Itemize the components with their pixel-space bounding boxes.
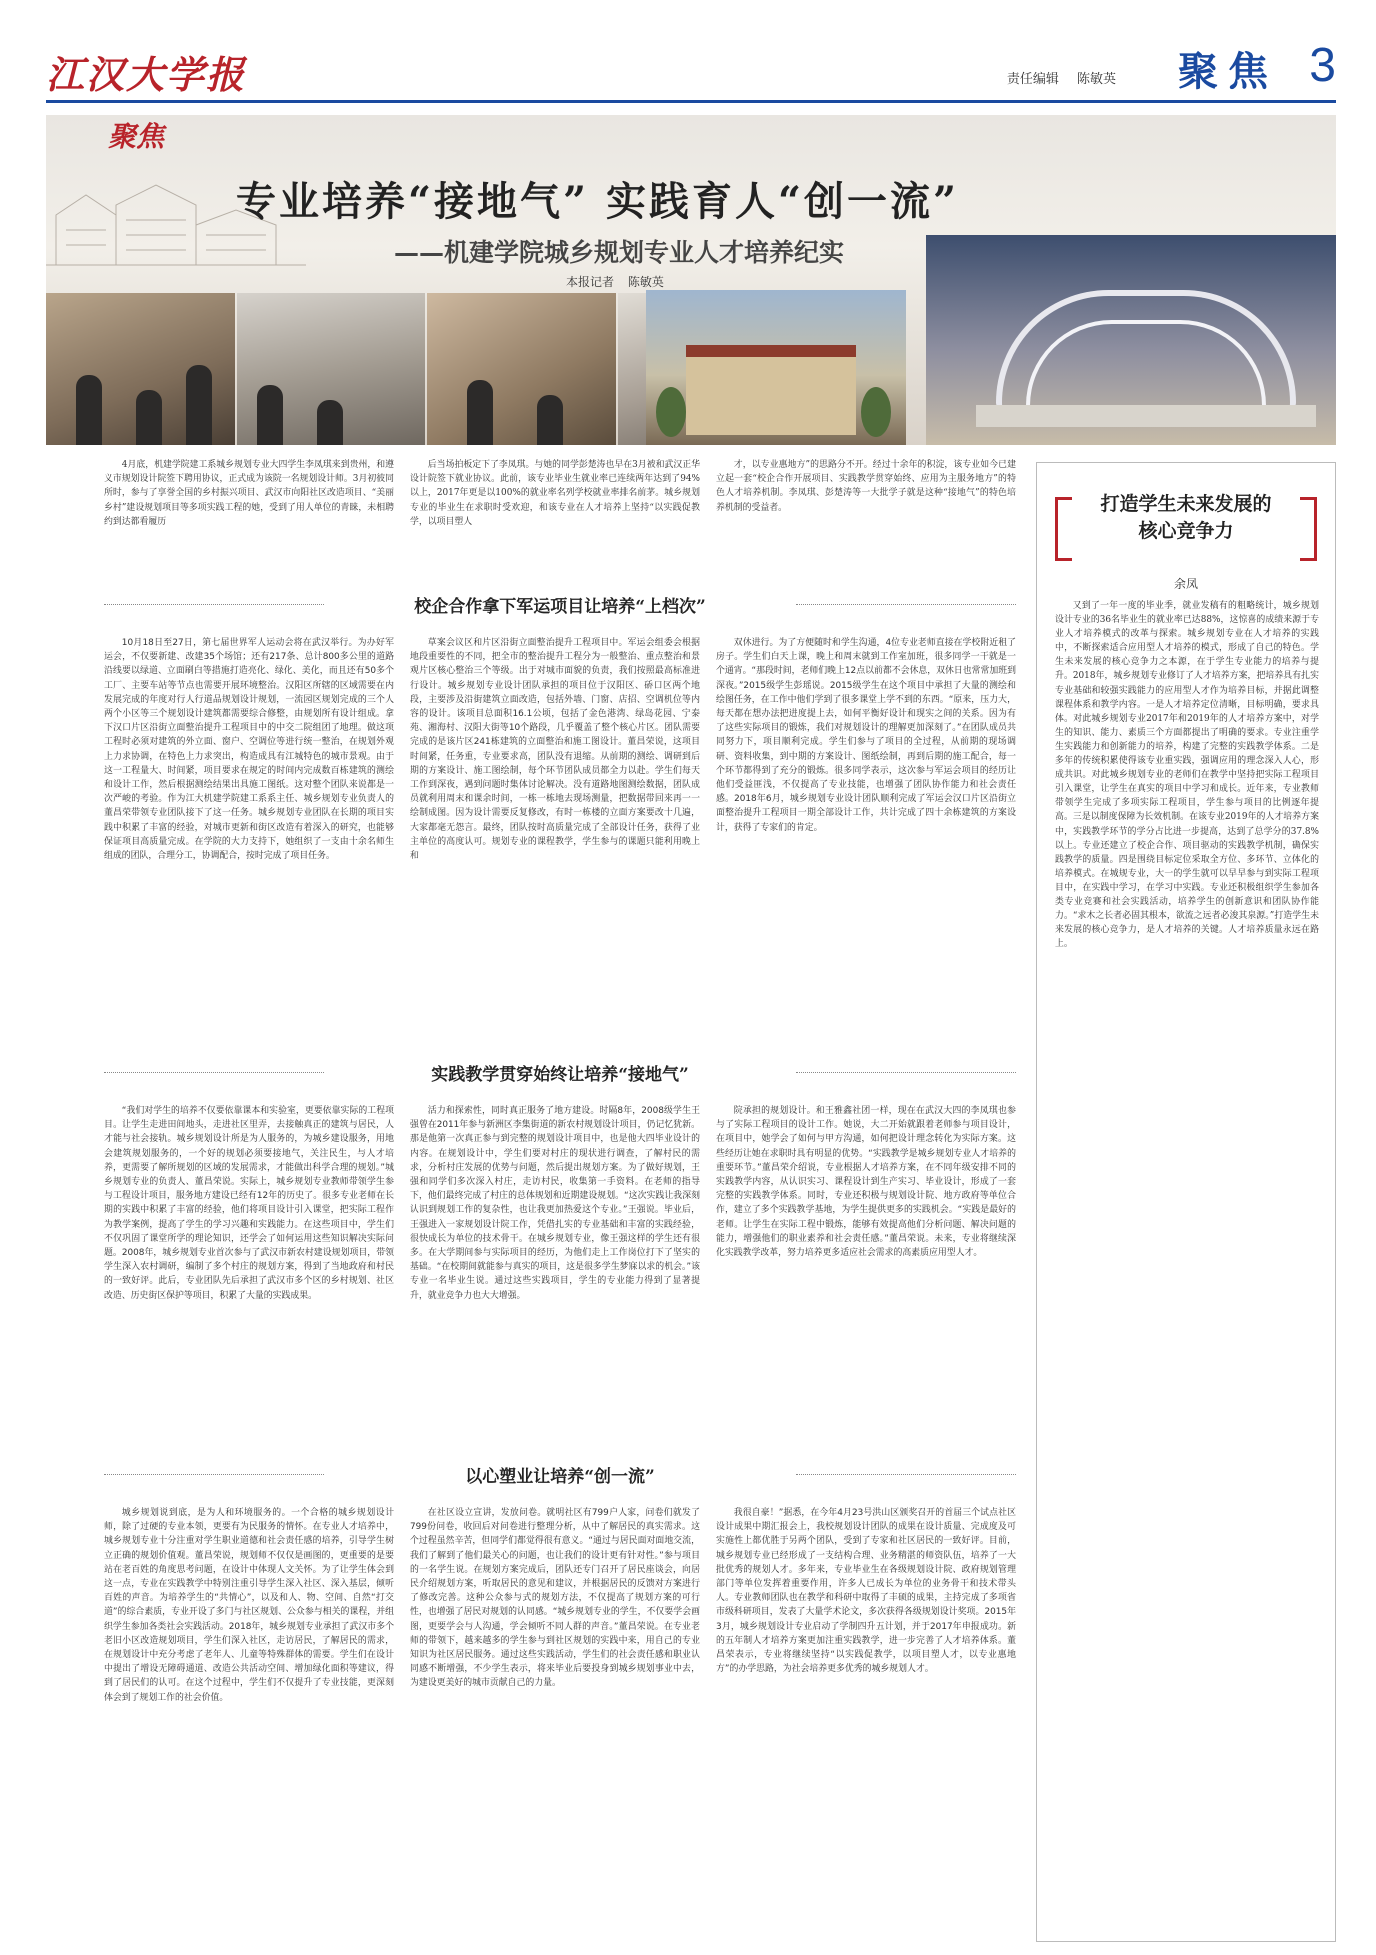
section3-col-2: 在社区设立宣讲，发放问卷。就明社区有799户人家，问卷们就发了799份问卷，收回后对问卷进行整理分析，从中了解居民的真实需求。这个过程虽然辛苦，但同学们都觉得很有意义。“通过与居民面对面地交流，我们了解到了他们最关心的问题，也让我们的设计更有针对性。”参与项目的一名学生说。在规划方案完成后，团队还专门召开了居民座谈会，向居民介绍规划方案，听取居民的意见和建议，并根据居民的反馈对方案进行了修改完善。这种公众参与式的规划方法，不仅提高了规划方案的可行性，也增强了居民对规划的认同感。“城乡规划专业的学生，不仅要学会画图，更要学会与人沟通，学会倾听不同人群的声音。”董昌荣说。在专业老师的带领下，越来越多的学生参与到社区规划的实践中来，用自己的专业知识为社区居民服务。通过这些实践活动，学生们的社会责任感和职业认同感不断增强，不少学生表示，将来毕业后要投身到城乡规划事业中去，为建设更美好的城市贡献自己的力量。 — [410, 1508, 700, 1689]
workshop-photo — [237, 293, 426, 445]
stadium-rendering-image — [926, 235, 1336, 445]
section-title-1: 校企合作拿下军运项目让培养“上档次” — [104, 592, 1016, 618]
editor-name: 陈敏英 — [1076, 72, 1116, 87]
section-title-3: 以心塑业让培养“创一流” — [104, 1462, 1016, 1488]
byline — [556, 273, 664, 290]
section-name: 聚焦 — [1178, 48, 1278, 95]
sidebar-author: 余凤 — [1173, 577, 1198, 591]
newspaper-name: 江汉大学报 — [46, 52, 247, 97]
section2-col-1: “我们对学生的培养不仅要依靠课本和实验室，更要依靠实际的工程项目。让学生走进田间地头，走进社区里弄，去接触真正的建筑与居民，人才能与社会接轨。城乡规划设计所是为人服务的，为城乡建设服务，用地会建筑规划服务的，一个好的规划必须要接地气，关注民生，与人才培养，更需要了解所规划的区域的发展需求，才能做出科学合理的规划。”城乡规划专业的负责人、董昌荣说。实际上，城乡规划专业教师带领学生参与工程设计项目，服务地方建设已经有12年的历史了。很多专业老师在长期的实践中积累了丰富的经验，他们将项目设计引入课堂，把实际工程作为教学案例，提高了学生的学习兴趣和实践能力。在这些项目中，学生们不仅巩固了课堂所学的理论知识，还学会了如何运用这些知识解决实际问题。2008年，城乡规划专业首次参与了武汉市新农村建设规划项目，带领学生深入农村调研，编制了多个村庄的规划方案，得到了当地政府和村民的一致好评。此后，专业团队先后承担了武汉市多个区的乡村规划、社区改造、历史街区保护等项目，积累了大量的实践成果。 — [104, 1106, 394, 1301]
masthead-rule — [46, 100, 1336, 103]
lead-col-2: 后当场拍板定下了李凤琪。与她的同学彭楚涛也早在3月被和武汉正华设计院签下就业协议。此前，该专业毕业生就业率已连续两年达到了94%以上，2017年更是以100%的就业率名列学校就业率排名前茅。城乡规划专业的毕业生在求职时受欢迎，和该专业在人才培养上坚持“以实践促教学，以项目塑人 — [410, 460, 700, 527]
section-title-2: 实践教学贯穿始终让培养“接地气” — [104, 1060, 1016, 1086]
sidebar-title — [1055, 491, 1317, 561]
sidebar-body: 又到了一年一度的毕业季，就业发稿有的粗略统计，城乡规划设计专业的36名毕业生的就业率已达88%，这惊喜的成绩来源于专业人才培养模式的改革与探索。城乡规划专业在人才培养的实践中，不断探索适合应用型人才培养的模式，形成了自己的特色。学生未来发展的核心竞争力之本源，在于学生专业能力的培养与提升。2018年，城乡规划专业修订了人才培养方案，把培养具有扎实专业基础和较强实践能力的应用型人才作为培养目标，并据此调整课程体系和教学内容。一是人才培养定位清晰，目标明确，要求具体。对此城乡规划专业2017年和2019年的人才培养方案中，对学生的知识、能力、素质三个方面都提出了明确的要求。专业注重学生实践能力和创新能力的培养，构建了完整的实践教学体系。二是多年的传统积累使得该专业重实践，强调应用的理念深入人心，形成共识。对此城乡规划专业的老师们在教学中坚持把实际工程项目引入课堂，让学生在真实的项目中学习和成长。近年来，专业教师带领学生完成了多项实际工程项目，学生参与项目的比例逐年提高。三是以制度保障为长效机制。在该专业2019年的人才培养方案中，实践教学环节的学分占比进一步提高，达到了总学分的37.8%以上。专业还建立了校企合作、项目驱动的实践教学机制，确保实践教学的质量。四是围绕目标定位采取全方位、多环节、立体化的培养模式。在城规专业，大一的学生就可以早早参与到实际工程项目中，在实践中学习，在学习中实践。专业还积极组织学生参加各类专业竞赛和社会实践活动，培养学生的创新意识和团队协作能力。“求木之长者必固其根本，欲流之远者必浚其泉源。”打造学生未来发展的核心竞争力，是人才培养的关键。人才培养质量永远在路上。 — [1055, 601, 1319, 950]
section1-col-1: 10月18日至27日，第七届世界军人运动会将在武汉举行。为办好军运会，不仅要新建、改建35个场馆；还有217条、总计800多公里的道路沿线要以绿道、立面刷白等措施打造亮化、绿化、美化，而且还有50多个工厂、主要车站等节点也需要开展环境整治。汉阳区所辖的区域需要在内发展完成的年度对行人行道品规划设计规划，一流园区规划完成的三个人两个小区等三个规划设计建筑都需要综合修整，由规划所有设计组成。拿下汉口片区沿街立面整治提升工程项目中的中交二院组团了地理。做这项工程时必须对建筑的外立面、窗户、空调位等进行统一整治，在规划外观上力求协调，在特色上力求突出，构造成具有江城特色的城市景观。由于这一工程量大、时间紧，项目要求在规定的时间内完成数百栋建筑的测绘和设计工作，然后根据测绘结果出具施工图纸。这对整个团队来说都是一次严峻的考验。作为江大机建学院建工系系主任、城乡规划专业负责人的董昌荣带领专业团队接下了这一任务。城乡规划专业团队在长期的项目实践中积累了丰富的经验，对城市更新和街区改造有着深入的研究，也能够保证项目高质量完成。在学院的大力支持下，她组织了一支由十余名师生组成的团队，合理分工，协调配合，按时完成了项目任务。 — [104, 638, 394, 862]
article-headline: 专业培养“接地气” 实践育人“创一流” — [236, 178, 959, 225]
sidebar-title-line-2: 核心竞争力 — [1138, 520, 1234, 542]
reporter-label: 本报记者 — [566, 275, 615, 289]
sidebar-title-line-1: 打造学生未来发展的 — [1100, 493, 1272, 515]
section2-col-3: 院承担的规划设计。和王雅鑫社团一样，现在在武汉大四的李凤琪也参与了实际工程项目的设计工作。她说，大二开始就跟着老师参与项目设计，在项目中，她学会了如何与甲方沟通，如何把设计理念转化为实际方案。这些经历让她在求职时具有明显的优势。“实践教学是城乡规划专业人才培养的重要环节。”董昌荣介绍说，专业根据人才培养方案，在不同年级安排不同的实践教学内容，从认识实习、课程设计到生产实习、毕业设计，形成了一套完整的实践教学体系。同时，专业还积极与规划设计院、地方政府等单位合作，建立了多个实践教学基地，为学生提供更多的实践机会。“实践是最好的老师。让学生在实际工程中锻炼，能够有效提高他们分析问题、解决问题的能力，增强他们的职业素养和社会责任感。”董昌荣说。未来，专业将继续深化实践教学改革，努力培养更多适应社会需求的高素质应用型人才。 — [716, 1106, 1016, 1259]
classroom-photo — [427, 293, 616, 445]
section3-col-1: 城乡规划说到底，是为人和环境服务的。一个合格的城乡规划设计师，除了过硬的专业本领，更要有为民服务的情怀。在专业人才培养中，城乡规划专业十分注重对学生职业道德和社会责任感的培养，引导学生树立正确的规划价值观。董昌荣说，规划师不仅仅是画图的，更重要的是要站在老百姓的角度思考问题，在设计中体现人文关怀。为了让学生体会到这一点，专业在实践教学中特别注重引导学生深入社区、深入基层，倾听百姓的声音。为培养学生的“共情心”，以及和人、物、空间、自然“打交道”的综合素质，专业开设了多门与社区规划、公众参与相关的课程，并组织学生参加各类社会实践活动。2018年，城乡规划专业承担了武汉市多个老旧小区改造规划项目，学生们深入社区，走访居民，了解居民的需求，在规划设计中充分考虑了老年人、儿童等特殊群体的需要。学生们在设计中提出了增设无障碍通道、改造公共活动空间、增加绿化面积等建议，得到了居民们的认可。在这个过程中，学生们不仅提升了专业技能，更深刻体会到了规划工作的社会价值。 — [104, 1508, 394, 1703]
lead-col-1: 4月底，机建学院建工系城乡规划专业大四学生李凤琪来到贵州，和遵义市规划设计院签下聘用协议，正式成为该院一名规划设计师。3月初彼同所时，参与了享誉全国的乡村振兴项目、武汉市向阳社区改造项目、“美丽乡村”建设规划项目等多项实践工程的她，受到了用人单位的青睐，未相聘约到达都看履历 — [104, 460, 394, 527]
building-rendering-image — [646, 290, 906, 445]
commentary-sidebar — [1036, 462, 1336, 1942]
page-number: 3 — [1309, 39, 1336, 92]
editor-credit — [993, 68, 1116, 87]
students-photo — [46, 293, 235, 445]
reporter-name: 陈敏英 — [627, 275, 664, 289]
focus-tag: 聚焦 — [108, 120, 165, 153]
section1-col-2: 草案会议区和片区沿街立面整治提升工程项目中。军运会组委会根据地段重要性的不同，把全市的整治提升工程分为一般整治、重点整治和景观片区核心整治三个等级。出于对城市面貌的负责，我们按照最高标准进行设计。城乡规划专业设计团队承担的项目位于汉阳区、硚口区两个地段，主要涉及沿街建筑立面改造，包括外墙、门窗、店招、空调机位等内容的设计。该项目总面积16.1公顷，包括了金色港湾、绿岛花园、宁泰苑、湘海村、汉阳大街等10个路段，几乎覆盖了整个核心片区。团队需要完成的是该片区241栋建筑的立面整治和施工图设计。董昌荣说，这项目时间紧，任务重，专业要求高，团队没有退缩。从前期的测绘、调研到后期的方案设计、施工图绘制，每个环节团队成员都全力以赴。学生们每天工作到深夜，遇到问题时集体讨论解决。没有道路地图测绘数据，团队成员就利用周末和课余时间，一栋一栋地去现场测量，把数据带回来再一一绘制成图。因为设计需要反复修改，有时一栋楼的立面方案要改十几遍，大家都毫无怨言。最终，团队按时高质量完成了全部设计任务，获得了业主单位的高度认可。规划专业的课程教学，学生参与的课题只能利用晚上和 — [410, 638, 700, 862]
masthead — [46, 40, 1336, 98]
lead-col-3: 才，以专业惠地方”的思路分不开。经过十余年的积淀，该专业如今已建立起一套“校企合作开展项目、实践教学贯穿始终、应用为主服务地方”的特色人才培养机制。李凤琪、彭楚涛等一大批学子就是这种“接地气”的特色培养机制的受益者。 — [716, 460, 1016, 513]
feature-banner — [46, 115, 1336, 445]
editor-label: 责任编辑 — [1006, 72, 1059, 87]
section3-col-3: 我很自豪！”据悉，在今年4月23号洪山区颁奖召开的首届三个试点社区设计成果中期汇报会上，我校规划设计团队的成果在设计质量、完成度及可实施性上都优胜于另两个团队，受到了专家和社区居民的一致好评。目前，城乡规划专业已经形成了一支结构合理、业务精湛的师资队伍，培养了一大批优秀的规划人才。多年来，专业毕业生在各级规划设计院、政府规划管理部门等单位发挥着重要作用，许多人已成长为单位的业务骨干和技术带头人。专业教师团队也在教学和科研中取得了丰硕的成果，主持完成了多项省市级科研项目，发表了大量学术论文，多次获得各级规划设计奖项。2015年3月，城乡规划设计专业启动了学制四升五计划，并于2017年申报成功。新的五年制人才培养方案更加注重实践教学，进一步完善了人才培养体系。董昌荣表示，专业将继续坚持“以实践促教学，以项目塑人才，以专业惠地方”的办学思路，为社会培养更多优秀的城乡规划人才。 — [716, 1508, 1016, 1675]
section2-col-2: 活力和探索性，同时真正服务了地方建设。时隔8年，2008级学生王强曾在2011年参与新洲区李集街道的新农村规划设计项目，仍记忆犹新。那是他第一次真正参与到完整的规划设计项目中，也是他大四毕业设计的内容。在规划设计中，学生们要对村庄的现状进行调查，了解村民的需求，分析村庄发展的优势与问题，然后提出规划方案。为了做好规划，王强和同学们多次深入村庄，走访村民，收集第一手资料。在老师的指导下，他们最终完成了村庄的总体规划和近期建设规划。“这次实践让我深刻认识到规划工作的复杂性，也让我更加热爱这个专业。”王强说。毕业后，王强进入一家规划设计院工作，凭借扎实的专业基础和丰富的实践经验，很快成长为单位的技术骨干。在城乡规划专业，像王强这样的学生还有很多。在大学期间参与实际项目的经历，为他们走上工作岗位打下了坚实的基础。“在校期间就能参与真实的项目，这是很多学生梦寐以求的机会。”该专业一名毕业生说。通过这些实践项目，学生的专业能力得到了显著提升，就业竞争力也大大增强。 — [410, 1106, 700, 1301]
article-subheadline: ——机建学院城乡规划专业人才培养纪实 — [394, 238, 845, 267]
section1-col-3: 双休进行。为了方便随时和学生沟通，4位专业老师直接在学校附近租了房子。学生们白天上课，晚上和周末就到工作室加班，很多同学一干就是一个通宵。“那段时间，老师们晚上12点以前都不会休息，双休日也常常加班到深夜。”2015级学生彭瑶说。2015级学生在这个项目中承担了大量的测绘和绘图任务，在工作中他们学到了很多课堂上学不到的东西。“原来，压力大，每天都在想办法把进度提上去，如何平衡好设计和现实之间的关系。因为有了这些实际项目的锻炼，我们对规划设计的理解更加深刻了。”在团队成员共同努力下，项目顺利完成。学生们参与了项目的全过程，从前期的现场调研、资料收集，到中期的方案设计、图纸绘制，再到后期的施工配合，每一个环节都得到了充分的锻炼。很多同学表示，这次参与军运会项目的经历让他们受益匪浅，不仅提高了专业技能，也增强了团队协作能力和社会责任感。2018年6月，城乡规划专业设计团队顺利完成了军运会汉口片区沿街立面整治提升工程项目一期全部设计工作，共计完成了四十余栋建筑的方案设计，获得了专家们的肯定。 — [716, 638, 1016, 833]
